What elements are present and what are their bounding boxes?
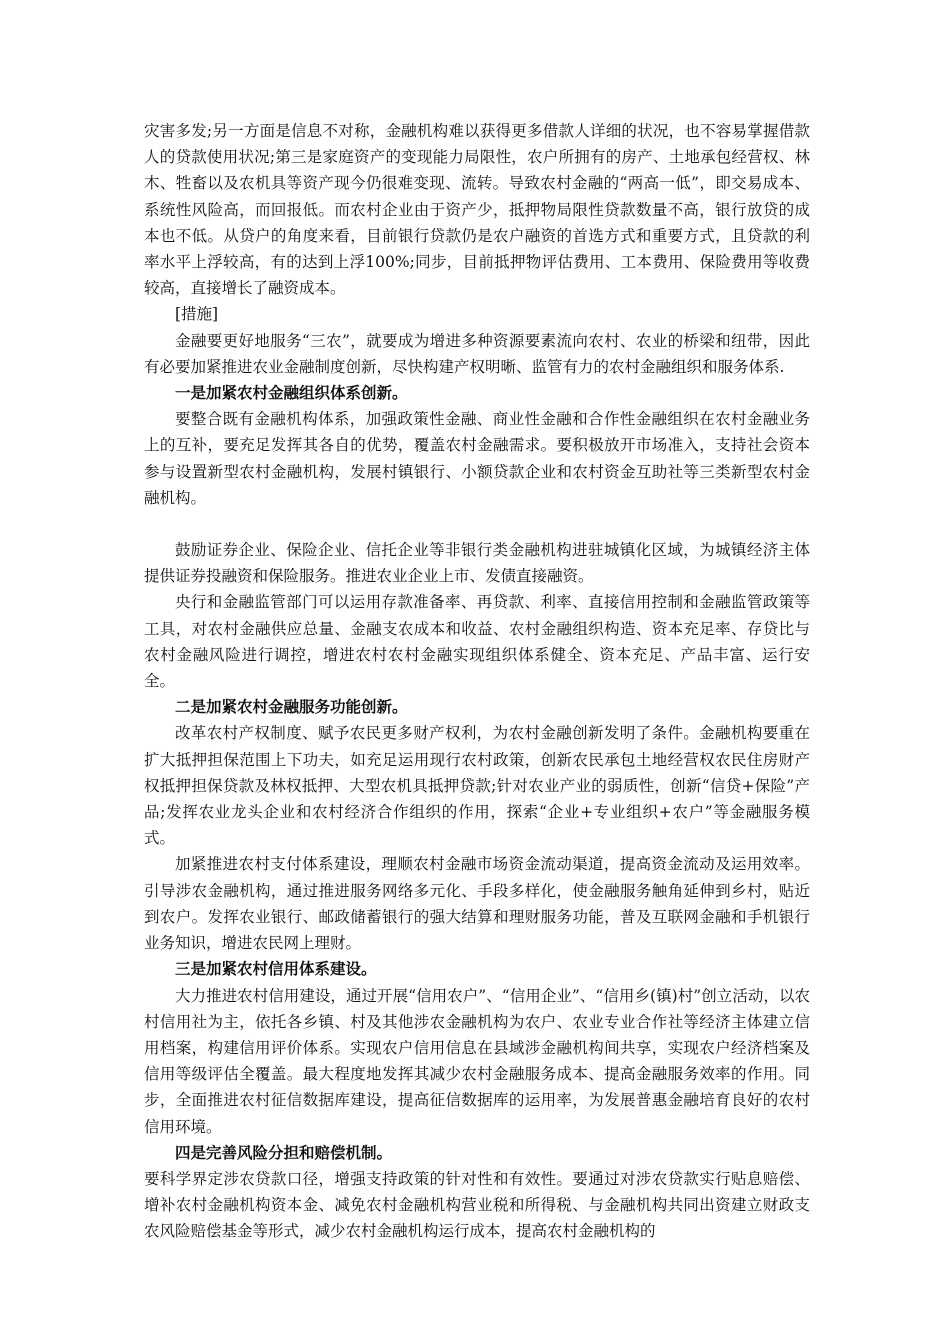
heading-service-innovation: 二是加紧农村金融服务功能创新。 [175, 697, 408, 717]
heading-organization-innovation: 一是加紧农村金融组织体系创新。 [175, 383, 408, 403]
heading-risk-compensation: 四是完善风险分担和赔偿机制。 [175, 1142, 393, 1162]
paragraph-risk-factors: 灾害多发;另一方面是信息不对称，金融机构难以获得更多借款人详细的状况，也不容易掌握借款人的贷款使用状况;第三是家庭资产的变现能力局限性，农户所拥有的房产、土地承包经营权、林木、牲畜以及农机具等资产现今仍很难变现、流转。导致农村金融的“两高一低”，即交易成本、系统性风险高，而回报低。而农村企业由于资产少，抵押物局限性贷款数量不高，银行放贷的成本也不低。从贷户的角度来看，目前银行贷款仍是农户融资的首选方式和重要方式，且贷款的利率水平上浮较高，有的达到上浮100%;同步，目前抵押物评估费用、工本费用、保险费用等收费较高，直接增长了融资成本。 [144, 122, 810, 298]
paragraph-gap [144, 511, 810, 537]
paragraph-risk-compensation: 要科学界定涉农贷款口径，增强支持政策的针对性和有效性。要通过对涉农贷款实行贴息赔偿、增补农村金融机构资本金、减免农村金融机构营业税和所得税、与金融机构共同出资建立财政支农风险赔偿基金等形式，减少农村金融机构运行成本，提高农村金融机构的 [144, 1169, 810, 1241]
measures-label: [措施] [175, 305, 219, 324]
paragraph-nonbank: 鼓励证券企业、保险企业、信托企业等非银行类金融机构进驻城镇化区域，为城镇经济主体提供证券投融资和保险服务。推进农业企业上市、发债直接融资。 [144, 541, 810, 586]
paragraph-organization: 要整合既有金融机构体系，加强政策性金融、商业性金融和合作性金融组织在农村金融业务上的互补，要充足发挥其各自的优势，覆盖农村金融需求。要积极放开市场准入，支持社会资本参与设置新型农村金融机构，发展村镇银行、小额贷款企业和农村资金互助社等三类新型农村金融机构。 [144, 410, 810, 507]
paragraph-property-rights: 改革农村产权制度、赋予农民更多财产权利，为农村金融创新发明了条件。金融机构要重在扩大抵押担保范围上下功夫，如充足运用现行农村政策，创新农民承包土地经营权农民住房财产权抵押担保贷款及林权抵押、大型农机具抵押贷款;针对农业产业的弱质性，创新“信贷+保险”产品;发挥农业龙头企业和农村经济合作组织的作用，探索“企业+专业组织+农户”等金融服务模式。 [144, 724, 810, 848]
document-body [144, 118, 810, 1245]
paragraph-intro: 金融要更好地服务“三农”，就要成为增进多种资源要素流向农村、农业的桥梁和纽带，因此有必要加紧推进农业金融制度创新，尽快构建产权明晰、监管有力的农村金融组织和服务体系. [144, 331, 810, 376]
paragraph-regulation: 央行和金融监管部门可以运用存款准备率、再贷款、利率、直接信用控制和金融监管政策等工具，对农村金融供应总量、金融支农成本和收益、农村金融组织构造、资本充足率、存贷比与农村金融风险进行调控，增进农村农村金融实现组织体系健全、资本充足、产品丰富、运行安全。 [144, 593, 810, 691]
heading-credit-system: 三是加紧农村信用体系建设。 [175, 959, 377, 979]
paragraph-credit: 大力推进农村信用建设，通过开展“信用农户”、“信用企业”、“信用乡(镇)村”创立活动，以农村信用社为主，依托各乡镇、村及其他涉农金融机构为农户、农业专业合作社等经济主体建立信用档案，构建信用评价体系。实现农户信用信息在县域涉金融机构间共享，实现农户经济档案及信用等级评估全覆盖。最大程度地发挥其减少农村金融服务成本、提高金融服务效率的作用。同步，全面推进农村征信数据库建设，提高征信数据库的运用率，为发展普惠金融培育良好的农村信用环境。 [144, 986, 810, 1136]
paragraph-payment-system: 加紧推进农村支付体系建设，理顺农村金融市场资金流动渠道，提高资金流动及运用效率。引导涉农金融机构，通过推进服务网络多元化、手段多样化，使金融服务触角延伸到乡村，贴近到农户。发挥农业银行、邮政储蓄银行的强大结算和理财服务功能，普及互联网金融和手机银行业务知识，增进农民网上理财。 [144, 855, 810, 953]
